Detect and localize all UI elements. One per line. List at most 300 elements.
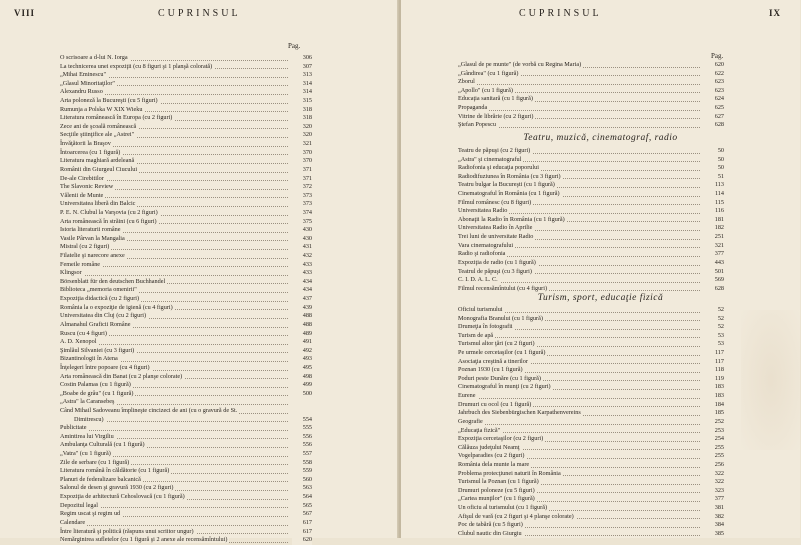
entry-page-number: 495 — [292, 364, 312, 373]
entry-title: Regim uscat şi regim ud — [60, 510, 121, 518]
pag-label: Pag. — [711, 52, 724, 60]
toc-entry — [60, 467, 312, 476]
entry-page-number: 321 — [292, 140, 312, 149]
entry-title: Almanahul Graficii Române — [60, 320, 131, 328]
entry-title: Pe urmele cercetaşilor (cu 1 figură) — [458, 349, 546, 357]
toc-entry — [458, 409, 724, 418]
entry-title: Radiodifuziunea în România (cu 3 figuri) — [458, 172, 561, 180]
toc-entry — [458, 113, 724, 122]
toc-entry — [60, 450, 312, 459]
toc-entry — [60, 459, 312, 468]
entry-title: Filmul românesc (cu 8 figuri) — [458, 198, 532, 206]
entry-title: Salonul de desen şi gravură 1930 (cu 2 figuri) — [60, 484, 174, 492]
entry-title: Nemărginirea sufletelor (cu 1 figură şi 2 anexe ale recensămîntului) — [60, 536, 228, 544]
entry-page-number: 377 — [704, 250, 724, 259]
entry-title: Literatura română în căldătorie (cu 1 figură) — [60, 467, 170, 475]
toc-entry — [458, 315, 724, 324]
toc-entry — [60, 175, 312, 184]
toc-entry — [60, 261, 312, 270]
entry-title: Expoziţia cercetaşilor (cu 2 figuri) — [458, 435, 544, 443]
entry-page-number: 498 — [292, 373, 312, 382]
toc-entry — [60, 338, 312, 347]
entry-title: Expoziţia didactică (cu 2 figuri) — [60, 295, 140, 303]
toc-entry — [458, 121, 724, 130]
entry-title: Zile de serbare (cu 1 figură) — [60, 458, 130, 466]
entry-title: Expoziţia de arhitectură Cehoslovacă (cu 1 figură) — [60, 493, 185, 501]
entry-page-number: 625 — [704, 104, 724, 113]
entry-page-number: 555 — [292, 424, 312, 433]
entry-title: Clubul nautic din Giurgiu — [458, 529, 522, 537]
entry-title: Afişul de vară (cu 2 figuri şi 4 planşe colorate) — [458, 512, 574, 520]
entry-page-number: 252 — [704, 418, 724, 427]
entry-page-number: 501 — [704, 268, 724, 277]
entry-page-number: 314 — [292, 88, 312, 97]
entry-title: Românii din Giurgeul Ciucului — [60, 165, 138, 173]
toc-entry — [60, 407, 312, 416]
toc-entry — [458, 276, 724, 285]
entry-page-number: 492 — [292, 347, 312, 356]
toc-entry — [458, 164, 724, 173]
running-header: CUPRINSUL — [158, 8, 241, 19]
entry-page-number: 381 — [704, 504, 724, 513]
toc-entry — [60, 243, 312, 252]
toc-entry — [60, 510, 312, 519]
toc-entry — [60, 398, 312, 407]
entry-page-number: 627 — [704, 113, 724, 122]
entry-title: Problema protecţiunei naturii în România — [458, 469, 561, 477]
toc-entry — [458, 259, 724, 268]
entry-page-number: 499 — [292, 381, 312, 390]
entry-page-number: 253 — [704, 427, 724, 436]
entry-title: Propaganda — [458, 104, 488, 112]
entry-page-number: 251 — [704, 233, 724, 242]
entry-title: Trei luni de universitate Radio — [458, 233, 534, 241]
toc-list — [60, 54, 312, 545]
entry-title: Universitatea Radio — [458, 207, 508, 215]
entry-page-number: 307 — [292, 63, 312, 72]
toc-entry — [60, 381, 312, 390]
entry-page-number: 377 — [704, 495, 724, 504]
entry-title: Calendare — [60, 518, 86, 526]
dot-leader — [60, 525, 288, 526]
entry-title: „Vatra" (cu 1 figură) — [60, 450, 111, 458]
entry-page-number: 559 — [292, 467, 312, 476]
entry-title: Secţiile ştiinţifice ale „Astrei" — [60, 131, 135, 139]
toc-entry — [458, 470, 724, 479]
entry-page-number: 489 — [292, 330, 312, 339]
entry-title: Între literatură şi politică (răspuns unui scriitor ungur) — [60, 527, 194, 535]
entry-page-number: 430 — [292, 235, 312, 244]
toc-entry — [458, 427, 724, 436]
entry-title: Drumeţia în fotografii — [458, 323, 513, 331]
entry-title: La technicerea unei expoziţii (cu 8 figuri şi 1 planşă colorată) — [60, 62, 213, 70]
entry-title: „Boabe de grâu" (cu 1 figură) — [60, 389, 134, 397]
entry-title: Filatelie şi narecore anexe — [60, 252, 125, 260]
toc-entry — [60, 71, 312, 80]
entry-title: De-ale Cirebitilor — [60, 174, 104, 182]
entry-page-number: 306 — [292, 54, 312, 63]
running-header: CUPRINSUL — [519, 8, 602, 19]
entry-title: „Gândirea" (cu 1 figură) — [458, 69, 519, 77]
entry-page-number: 322 — [704, 470, 724, 479]
entry-title: Eurene — [458, 392, 476, 400]
entry-page-number: 182 — [704, 224, 724, 233]
toc-entry — [60, 114, 312, 123]
entry-page-number: 52 — [704, 323, 724, 332]
entry-page-number: 52 — [704, 306, 724, 315]
entry-title: Un oficiu al turismului (cu 1 figură) — [458, 504, 548, 512]
toc-entry — [60, 286, 312, 295]
toc-entry — [458, 358, 724, 367]
toc-entry — [458, 366, 724, 375]
page-number: IX — [769, 8, 782, 18]
entry-title: Drumuri cu ocol (cu 1 figură) — [458, 400, 532, 408]
entry-page-number: 255 — [704, 444, 724, 453]
toc-entry — [60, 226, 312, 235]
entry-page-number: 373 — [292, 200, 312, 209]
toc-entry — [458, 323, 724, 332]
entry-page-number: 254 — [704, 435, 724, 444]
toc-entry — [458, 513, 724, 522]
toc-entry — [60, 63, 312, 72]
entry-title: Expoziţia de radio (cu 1 figură) — [458, 258, 536, 266]
entry-title: Costin Palamas (cu 1 figură) — [60, 381, 131, 389]
entry-page-number: 432 — [292, 252, 312, 261]
entry-page-number: 554 — [292, 416, 312, 425]
toc-entry — [60, 54, 312, 63]
toc-entry — [458, 224, 724, 233]
entry-page-number: 373 — [292, 192, 312, 201]
toc-entry — [60, 88, 312, 97]
entry-title: Arta românească în străini (cu 6 figuri) — [60, 217, 157, 225]
entry-title: Când Mihail Sadoveanu împlineşte cincizeci de ani (cu o gravură de St. — [60, 406, 238, 414]
entry-page-number: 623 — [704, 87, 724, 96]
entry-title: Literatura românească în Europa (cu 2 figuri) — [60, 114, 173, 122]
toc-list — [458, 61, 724, 130]
entry-page-number: 620 — [292, 536, 312, 545]
entry-page-number: 384 — [704, 521, 724, 530]
entry-title: A. D. Xenopol — [60, 338, 97, 346]
toc-entry — [60, 269, 312, 278]
toc-entry — [458, 250, 724, 259]
entry-title: Femeile române — [60, 260, 101, 268]
entry-title: Cinematograful în România (cu 1 figură) — [458, 190, 560, 198]
entry-page-number: 314 — [292, 80, 312, 89]
entry-page-number: 313 — [292, 71, 312, 80]
entry-title: Călăuza judeţului Neamţ — [458, 443, 520, 451]
entry-title: Întoarcerea (cu 1 figură) — [60, 148, 121, 156]
toc-entry — [458, 104, 724, 113]
entry-page-number: 371 — [292, 175, 312, 184]
entry-title: Rumunja a Polska W XIX Wieku — [60, 105, 143, 113]
entry-page-number: 320 — [292, 131, 312, 140]
entry-title: The Slavonic Review — [60, 183, 114, 191]
entry-title: Zece ani de şcoală românească — [60, 122, 137, 130]
entry-page-number: 488 — [292, 312, 312, 321]
toc-entry — [60, 528, 312, 537]
entry-title: Amintirea lui Virgiliu — [60, 432, 114, 440]
entry-page-number: 370 — [292, 157, 312, 166]
entry-title: Asociaţia creştină a tinerilor — [458, 357, 528, 365]
toc-entry — [60, 502, 312, 511]
toc-entry — [458, 530, 724, 539]
entry-page-number: 437 — [292, 295, 312, 304]
entry-page-number: 563 — [292, 484, 312, 493]
entry-page-number: 493 — [292, 355, 312, 364]
entry-page-number: 564 — [292, 493, 312, 502]
entry-title: Teatru de păpuşi (cu 2 figuri) — [458, 147, 531, 154]
entry-page-number: 434 — [292, 278, 312, 287]
toc-entry — [60, 157, 312, 166]
entry-title: Mistral (cu 2 figuri) — [60, 243, 110, 251]
entry-title: Planuri de federalizare balcanică — [60, 475, 141, 483]
entry-page-number: 617 — [292, 528, 312, 537]
entry-title: Depozitul legal — [60, 501, 98, 509]
entry-title: Vitrine de librărie (cu 2 figuri) — [458, 112, 534, 120]
entry-title: „Glasul Minoritaţilor" — [60, 79, 115, 87]
entry-title: Teatrul de păpuşi (cu 3 figuri) — [458, 267, 532, 275]
entry-page-number: 439 — [292, 304, 312, 313]
entry-page-number: 181 — [704, 216, 724, 225]
entry-title: Jahrbuch des Siebenbürgischen Karpathenvereins — [458, 409, 581, 417]
entry-title: Abonaţii la Radio în România (cu 1 figură) — [458, 215, 565, 223]
entry-title: Filmul recensămîntului (cu 4 figuri) — [458, 284, 548, 292]
entry-page-number: 318 — [292, 106, 312, 115]
dot-leader — [458, 424, 700, 425]
entry-page-number: 443 — [704, 259, 724, 268]
toc-list — [458, 306, 724, 538]
toc-entry — [60, 493, 312, 502]
toc-entry — [60, 131, 312, 140]
entry-page-number: 620 — [704, 61, 724, 70]
toc-entry — [458, 495, 724, 504]
dot-leader — [60, 275, 288, 276]
toc-entry — [458, 268, 724, 277]
section-heading: Turism, sport, educaţie fizică — [537, 293, 664, 303]
entry-page-number: 50 — [704, 164, 724, 173]
entry-page-number: 320 — [292, 123, 312, 132]
toc-entry — [458, 70, 724, 79]
entry-page-number: 321 — [704, 242, 724, 251]
entry-title: Turismul la Poznan (cu 1 figură) — [458, 478, 539, 486]
entry-page-number: 183 — [704, 383, 724, 392]
entry-page-number: 557 — [292, 450, 312, 459]
toc-entry — [60, 312, 312, 321]
toc-entry — [60, 519, 312, 528]
entry-title: Poduri peste Dunăre (cu 1 figură) — [458, 374, 541, 382]
entry-page-number: 431 — [292, 243, 312, 252]
entry-page-number: 491 — [292, 338, 312, 347]
entry-title: Monografia Branului (cu 1 figură) — [458, 314, 543, 322]
toc-entry — [60, 424, 312, 433]
entry-title: Oficiul turismului — [458, 306, 503, 313]
toc-entry — [458, 349, 724, 358]
entry-title: Geografie — [458, 417, 483, 425]
entry-page-number: 556 — [292, 441, 312, 450]
entry-page-number: 185 — [704, 409, 724, 418]
entry-title: Teatru bulgar la Bucureşti (cu 1 figură) — [458, 181, 555, 189]
entry-page-number: 322 — [704, 478, 724, 487]
entry-title: Cinematograful în munţi (cu 2 figuri) — [458, 383, 551, 391]
entry-page-number: 382 — [704, 513, 724, 522]
entry-title: Poznan 1930 (cu 1 figură) — [458, 366, 523, 374]
entry-page-number: 375 — [292, 218, 312, 227]
entry-page-number: 560 — [292, 476, 312, 485]
entry-page-number: 323 — [704, 487, 724, 496]
entry-title: Klingsor — [60, 269, 82, 277]
entry-title: Radio şi radiofonia — [458, 250, 506, 258]
dot-leader — [458, 84, 700, 85]
entry-page-number: 374 — [292, 209, 312, 218]
toc-entry — [458, 383, 724, 392]
toc-entry — [60, 321, 312, 330]
toc-entry — [60, 166, 312, 175]
entry-page-number: 569 — [704, 276, 724, 285]
entry-title: Universitatea Radio în Aprilie — [458, 224, 533, 232]
entry-title: Zborul — [458, 78, 475, 86]
entry-page-number: 500 — [292, 390, 312, 399]
entry-page-number: 117 — [704, 358, 724, 367]
toc-entry — [60, 218, 312, 227]
entry-page-number: 385 — [704, 530, 724, 539]
entry-page-number: 433 — [292, 261, 312, 270]
entry-page-number: 430 — [292, 226, 312, 235]
entry-title: Turism de apă — [458, 331, 494, 339]
toc-entry — [458, 340, 724, 349]
entry-page-number: 623 — [704, 78, 724, 87]
entry-title: Universitatea liberă din Balcic — [60, 200, 136, 208]
entry-title: Turismul altor ţări (cu 2 figuri) — [458, 340, 535, 348]
toc-entry — [60, 416, 312, 425]
entry-title: Publicitate — [60, 424, 87, 432]
section-heading: Teatru, muzică, cinematograf, radio — [523, 133, 678, 143]
dot-leader — [60, 430, 288, 431]
toc-entry — [458, 147, 724, 156]
entry-title: Ruscu (cu 4 figuri) — [60, 329, 107, 337]
entry-page-number: 255 — [704, 452, 724, 461]
entry-page-number: 567 — [292, 510, 312, 519]
entry-title: Arta românească din Banat (cu 2 planşe colorate) — [60, 372, 183, 380]
paper-stain — [741, 310, 801, 450]
entry-page-number: 118 — [704, 366, 724, 375]
entry-title: Vălenii de Munte — [60, 191, 104, 199]
toc-entry — [60, 355, 312, 364]
toc-entry — [60, 209, 312, 218]
entry-title: „Astra" şi cinematograful — [458, 155, 522, 163]
entry-title: Bizantinologii în Atena — [60, 355, 118, 363]
entry-page-number: 113 — [704, 181, 724, 190]
toc-entry — [458, 61, 724, 70]
toc-entry — [458, 461, 724, 470]
entry-page-number: 624 — [704, 95, 724, 104]
toc-entry — [60, 252, 312, 261]
entry-page-number: 183 — [704, 392, 724, 401]
toc-entry — [458, 435, 724, 444]
entry-title: Vogelparadies (cu 2 figuri) — [458, 452, 525, 460]
toc-entry — [60, 536, 312, 545]
toc-entry — [458, 392, 724, 401]
entry-title: Radiofonia şi educaţia poporului — [458, 164, 539, 172]
entry-title: Vasile Pârvan la Mangalia — [60, 234, 125, 242]
entry-page-number: 256 — [704, 461, 724, 470]
toc-entry — [458, 504, 724, 513]
entry-title: Drumuri poloneze (cu 5 figuri) — [458, 486, 535, 494]
entry-title: P. E. N. Clubul la Varşovia (cu 2 figuri) — [60, 208, 158, 216]
toc-entry — [458, 207, 724, 216]
entry-page-number: 622 — [704, 70, 724, 79]
toc-entry — [60, 97, 312, 106]
toc-entry — [60, 200, 312, 209]
toc-entry — [60, 484, 312, 493]
entry-page-number: 117 — [704, 349, 724, 358]
toc-entry — [60, 330, 312, 339]
entry-title: „Educaţia fizică" — [458, 426, 501, 434]
toc-entry — [458, 418, 724, 427]
entry-title: Börsenblatt für den deutschen Buchhandel — [60, 277, 166, 285]
entry-title: România dela munte la mare — [458, 460, 530, 468]
entry-title: „Cartea munţilor" (cu 1 figură) — [458, 495, 535, 503]
entry-page-number: 434 — [292, 286, 312, 295]
entry-page-number: 628 — [704, 121, 724, 130]
toc-entry — [458, 306, 724, 315]
entry-title: Vara cinematografului — [458, 241, 514, 249]
entry-page-number: 372 — [292, 183, 312, 192]
right-page — [401, 0, 800, 538]
toc-entry — [458, 190, 724, 199]
toc-entry — [458, 156, 724, 165]
toc-entry — [60, 373, 312, 382]
pag-label: Pag. — [288, 42, 301, 50]
toc-entry — [458, 233, 724, 242]
toc-entry — [458, 521, 724, 530]
toc-entry — [60, 140, 312, 149]
toc-entry — [458, 452, 724, 461]
entry-title: O scrisoare a d-lui N. Iorga — [60, 54, 128, 61]
entry-page-number: 50 — [704, 147, 724, 156]
entry-page-number: 115 — [704, 199, 724, 208]
toc-entry — [458, 478, 724, 487]
entry-page-number: 558 — [292, 459, 312, 468]
entry-page-number: 371 — [292, 166, 312, 175]
toc-entry — [60, 295, 312, 304]
entry-title: „Astra" la Caransebeş — [60, 398, 115, 406]
entry-title: Învăţătorii la Braşov — [60, 140, 111, 148]
toc-entry — [458, 199, 724, 208]
entry-title: Literatura maghiară ardeleană — [60, 157, 135, 165]
entry-title: Istoria literaturii române — [60, 226, 121, 234]
entry-page-number: 50 — [704, 156, 724, 165]
entry-page-number: 52 — [704, 315, 724, 324]
entry-page-number: 114 — [704, 190, 724, 199]
entry-title: Educaţia sanitară (cu 1 figură) — [458, 95, 533, 103]
entry-page-number: 51 — [704, 173, 724, 182]
entry-title: Poc de tabără (cu 5 figuri) — [458, 521, 523, 529]
entry-page-number: 53 — [704, 332, 724, 341]
entry-page-number: 565 — [292, 502, 312, 511]
entry-title: Ambulanţa Culturală (cu 1 figură) — [60, 441, 145, 449]
toc-list — [458, 147, 724, 293]
entry-title: Şimlăul Silvaniei (cu 3 figuri) — [60, 346, 135, 354]
toc-entry — [60, 106, 312, 115]
entry-page-number: 370 — [292, 149, 312, 158]
toc-entry — [60, 304, 312, 313]
toc-entry — [60, 441, 312, 450]
page-number: VIII — [14, 8, 36, 18]
entry-title: „Glasul de pe munte" (de vorbă cu Regina Maria) — [458, 61, 582, 68]
entry-page-number: 184 — [704, 401, 724, 410]
entry-page-number: 53 — [704, 340, 724, 349]
entry-page-number: 433 — [292, 269, 312, 278]
